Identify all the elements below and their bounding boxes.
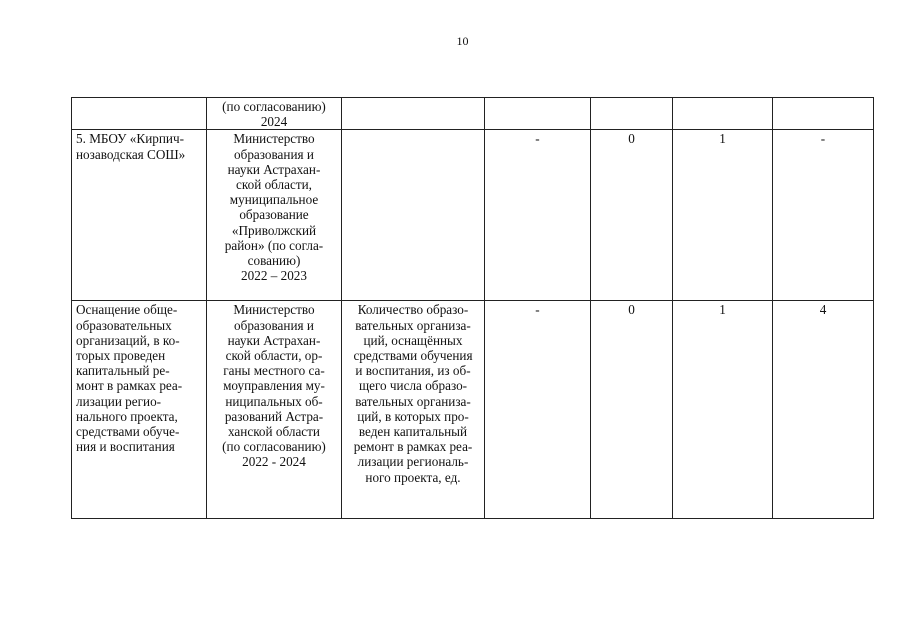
value-cell-3 <box>673 98 773 130</box>
table-row <box>72 301 874 519</box>
value-cell-2: 0 <box>591 301 673 519</box>
value-cell-1: - <box>485 130 591 301</box>
responsible-cell: Министерство образования и науки Астрахан- ской области, ор- ганы местного са- моуправления му- ниципальных об- разований Астра- ханской области (по согласованию) 2022 - 2024 <box>207 301 342 519</box>
value-cell-1: - <box>485 301 591 519</box>
program-table <box>71 97 874 519</box>
value-cell-3: 1 <box>673 130 773 301</box>
value-cell-4: 4 <box>773 301 874 519</box>
value-cell-4: - <box>773 130 874 301</box>
indicator-cell <box>342 130 485 301</box>
event-name-cell <box>72 98 207 130</box>
value-cell-4 <box>773 98 874 130</box>
page-number: 10 <box>456 34 469 48</box>
responsible-cell: (по согласованию) 2024 <box>207 98 342 130</box>
event-name-cell: 5. МБОУ «Кирпич- нозаводская СОШ» <box>72 130 207 301</box>
value-cell-2 <box>591 98 673 130</box>
value-cell-2: 0 <box>591 130 673 301</box>
event-name-cell: Оснащение обще- образовательных организаций, в ко- торых проведен капитальный ре- монт в рамках реа- лизации регио- нального проекта, средствами обуче- ния и воспитания <box>72 301 207 519</box>
indicator-cell <box>342 98 485 130</box>
indicator-cell: Количество образо- вательных организа- ций, оснащённых средствами обучения и воспитания, из об- щего числа образо- вательных организа- ций, в которых про- веден капитальный ремонт в рамках реа- лизации региональ- ного проекта, ед. <box>342 301 485 519</box>
value-cell-3: 1 <box>673 301 773 519</box>
table-row <box>72 130 874 301</box>
table-row <box>72 98 874 130</box>
value-cell-1 <box>485 98 591 130</box>
responsible-cell: Министерство образования и науки Астрахан- ской области, муниципальное образование «Приволжский район» (по согла- сованию) 2022 – 2023 <box>207 130 342 301</box>
